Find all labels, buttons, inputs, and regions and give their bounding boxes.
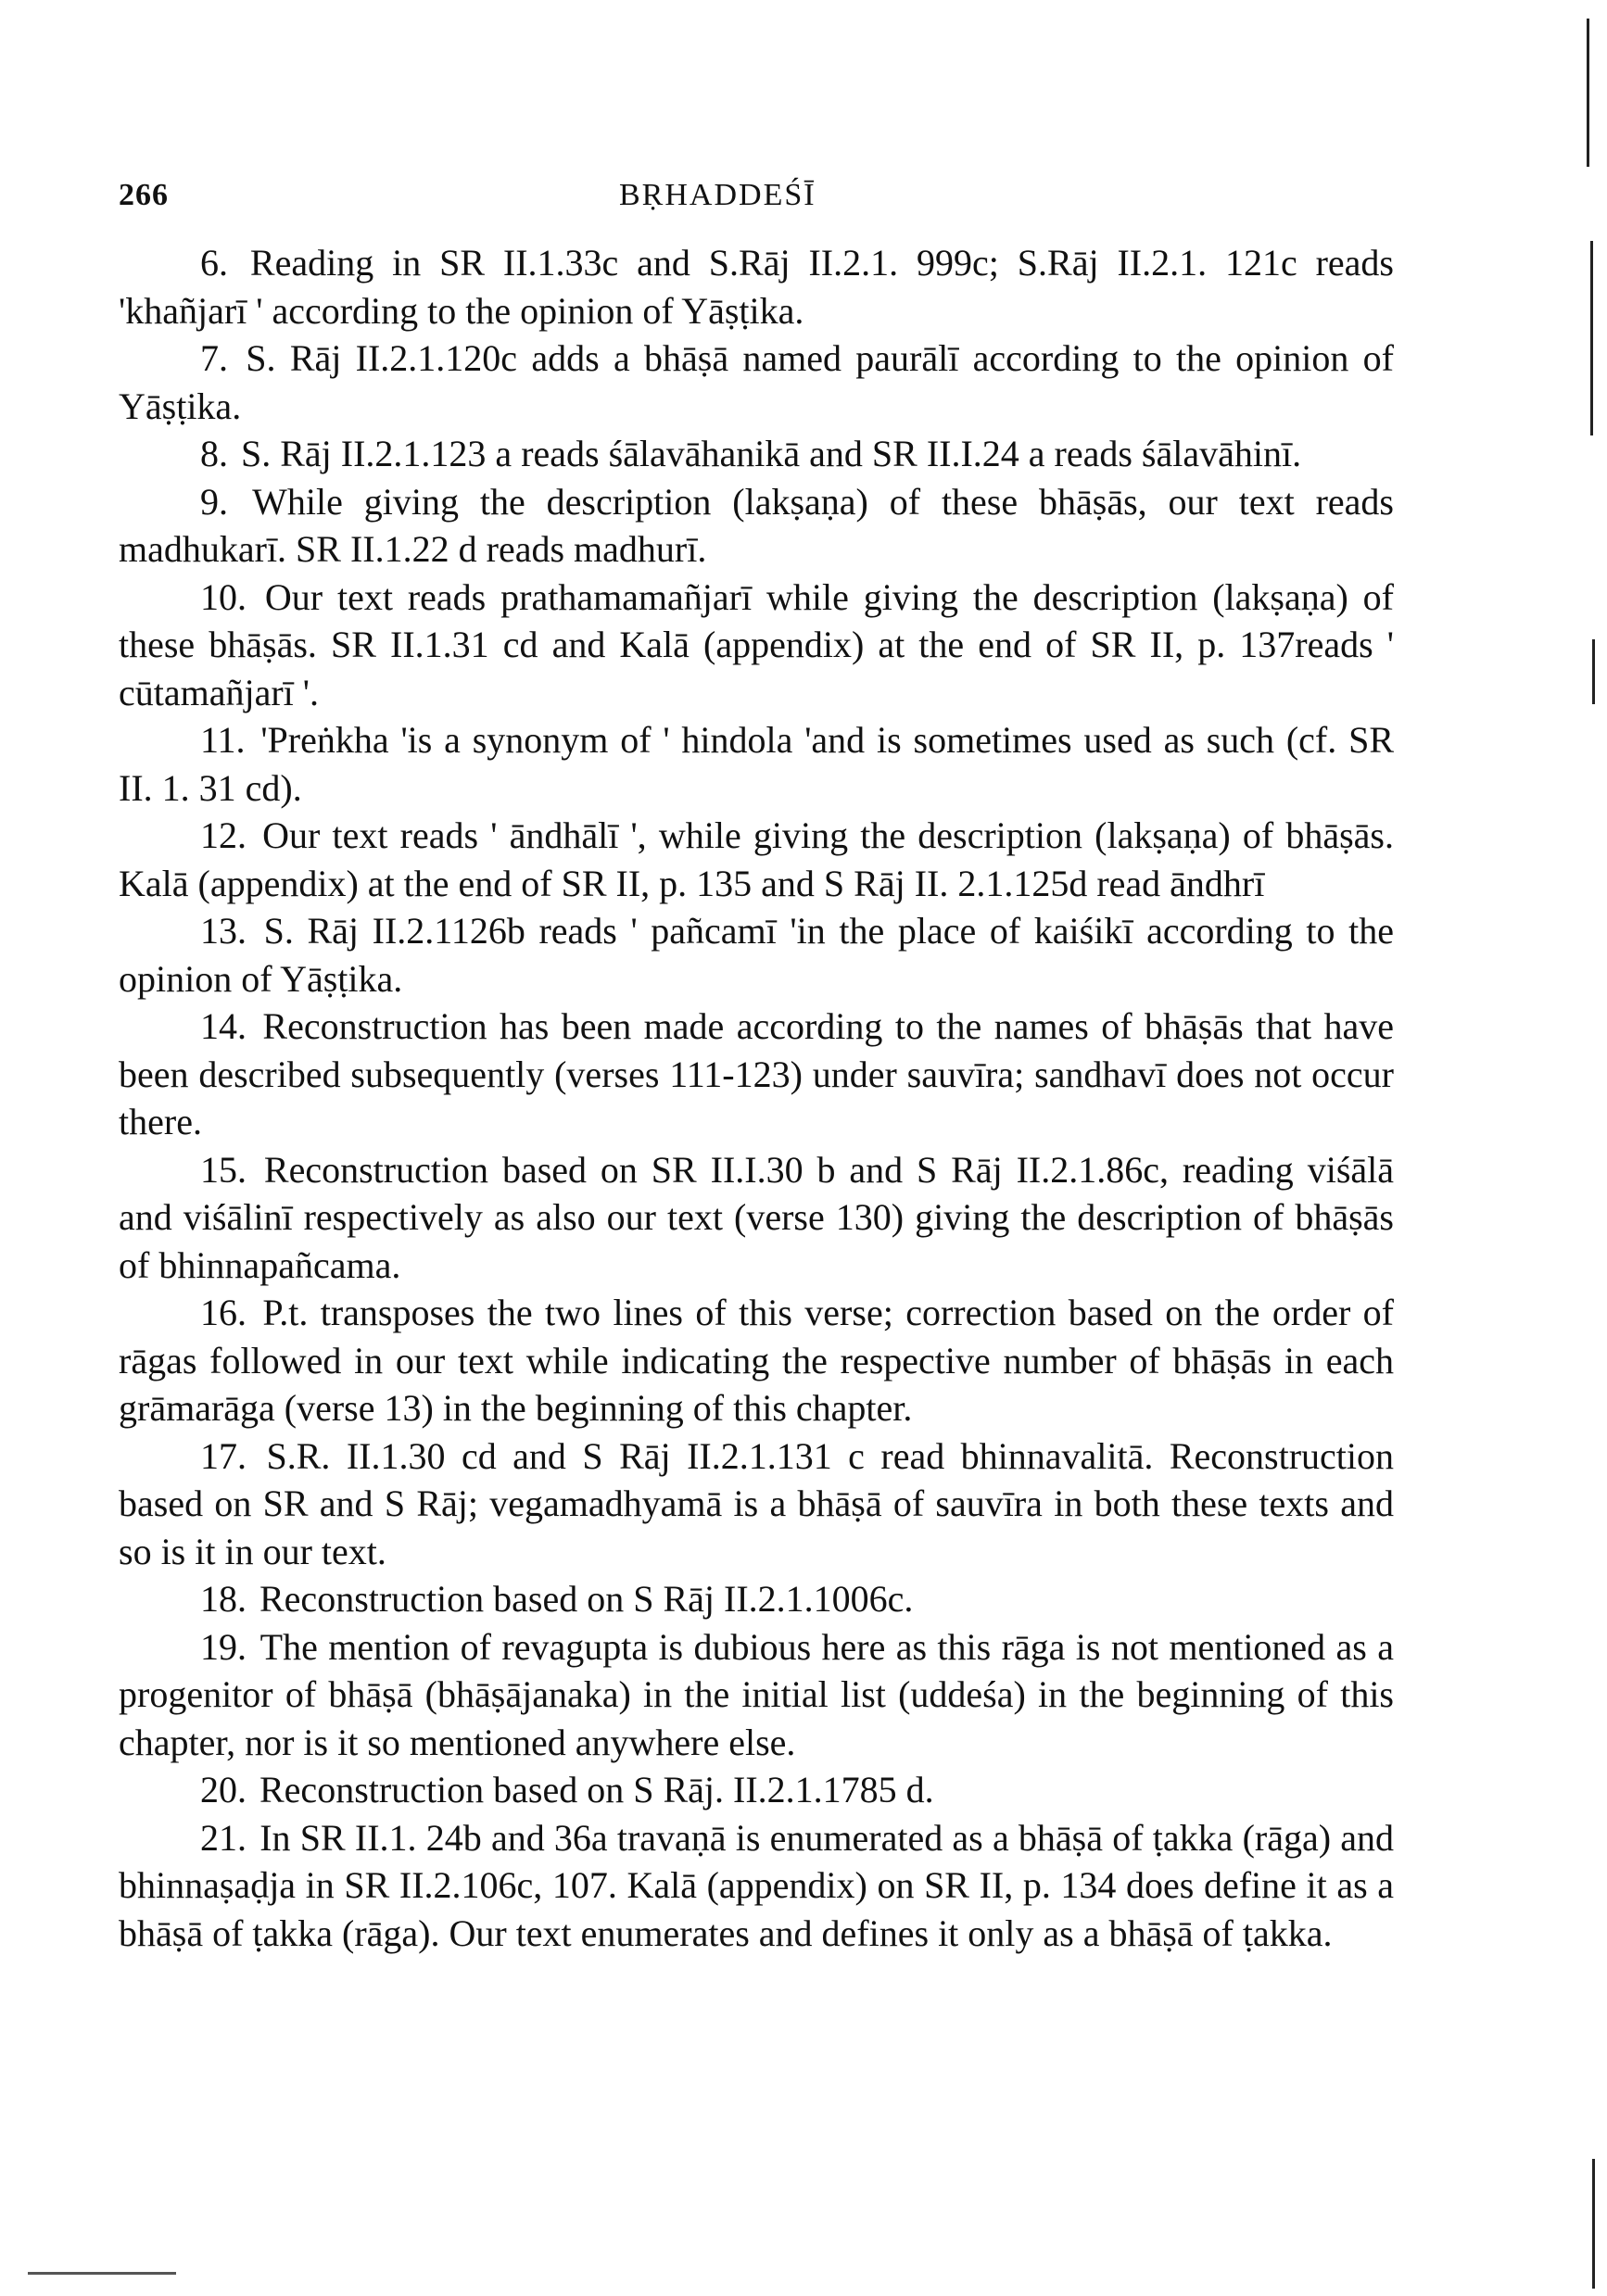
note-number: 18. — [200, 1578, 247, 1620]
note-number: 16. — [200, 1292, 247, 1333]
note-8 — [119, 430, 1394, 478]
note-text: S.R. II.1.30 cd and S Rāj II.2.1.131 c read bhinnavalitā. Reconstruction based on SR and S Rāj; vegamadhyamā is a bhāṣā of sauvīra in both these texts and so is it in our text. — [119, 1434, 1395, 1572]
scan-edge-mark — [1587, 19, 1589, 167]
note-text: S. Rāj II.2.1.120c adds a bhāṣā named paurālī according to the opinion of Yāṣṭika. — [119, 337, 1395, 427]
note-21 — [119, 1814, 1394, 1958]
note-10 — [119, 574, 1394, 717]
note-text: 'Preṅkha 'is a synonym of ' hindola 'and is sometimes used as such (cf. SR II. 1. 31 cd). — [119, 719, 1395, 809]
note-number: 7. — [200, 337, 228, 379]
scan-edge-mark — [1592, 639, 1595, 704]
scan-edge-mark — [1592, 2159, 1595, 2289]
note-number: 21. — [200, 1816, 247, 1859]
note-text: Reconstruction based on SR II.I.30 b and S Rāj II.2.1.86c, reading viśālā and viśālinī respectively as also our text (verse 130) giving the description of bhāṣās of bhinnapañcama. — [119, 1148, 1394, 1286]
note-number: 8. — [200, 433, 228, 474]
note-11 — [119, 716, 1394, 812]
note-18 — [119, 1575, 1394, 1623]
note-number: 14. — [200, 1005, 247, 1047]
note-text: Reconstruction based on S Rāj. II.2.1.1785 d. — [259, 1769, 934, 1810]
note-12 — [119, 812, 1394, 907]
note-20 — [119, 1766, 1394, 1814]
note-number: 17. — [200, 1434, 247, 1477]
note-13 — [119, 907, 1394, 1003]
running-title: BṚHADDEŚĪ — [619, 178, 816, 212]
page-number: 266 — [119, 178, 169, 212]
note-text: Reconstruction has been made according to the names of bhāṣās that have been described subsequently (verses 111-123) under sauvīra; sandhavī does not occur there. — [119, 1005, 1394, 1142]
note-number: 19. — [200, 1625, 247, 1668]
note-text: Reading in SR II.1.33c and S.Rāj II.2.1. 999c; S.Rāj II.2.1. 121c reads 'khañjarī ' according to the opinion of Yāṣṭika. — [119, 242, 1395, 332]
endnotes — [119, 239, 1394, 1957]
note-text: S. Rāj II.2.1126b reads ' pañcamī 'in the place of kaiśikī according to the opinion of Yāṣṭika. — [119, 910, 1394, 1000]
note-16 — [119, 1289, 1394, 1432]
note-6 — [119, 239, 1394, 334]
note-text: Our text reads ' āndhālī ', while giving the description (lakṣaṇa) of bhāṣās. Kalā (appendix) at the end of SR II, p. 135 and S Rāj II. 2.1.125d read āndhrī — [119, 814, 1394, 904]
note-17 — [119, 1432, 1394, 1576]
note-number: 20. — [200, 1769, 247, 1810]
note-number: 11. — [200, 719, 246, 761]
note-text: Reconstruction based on S Rāj II.2.1.1006c. — [259, 1578, 914, 1620]
note-19 — [119, 1623, 1394, 1767]
note-number: 15. — [200, 1148, 247, 1191]
note-number: 13. — [200, 910, 247, 952]
note-15 — [119, 1146, 1394, 1290]
note-number: 6. — [200, 242, 228, 284]
note-text: While giving the description (lakṣaṇa) of these bhāṣās, our text reads madhukarī. SR II.1.22 d reads madhurī. — [119, 480, 1394, 570]
note-9 — [119, 478, 1394, 574]
note-text: The mention of revagupta is dubious here as this rāga is not mentioned as a progenitor of bhāṣā (bhāṣājanaka) in the initial list (uddeśa) in the beginning of this chapter, nor is it so mentioned anywhere else. — [119, 1625, 1395, 1763]
scan-edge-mark — [28, 2272, 176, 2275]
note-7 — [119, 334, 1394, 430]
note-text: Our text reads prathamamañjarī while giving the description (lakṣaṇa) of these bhāṣās. SR II.1.31 cd and Kalā (appendix) at the end of SR II, p. 137reads ' cūtamañjarī '. — [119, 575, 1395, 713]
page-header — [0, 178, 1607, 224]
note-number: 10. — [200, 575, 247, 618]
note-number: 12. — [200, 814, 247, 856]
note-14 — [119, 1003, 1394, 1146]
note-text: S. Rāj II.2.1.123 a reads śālavāhanikā and SR II.I.24 a reads śālavāhinī. — [241, 433, 1302, 474]
scan-edge-mark — [1590, 241, 1593, 435]
note-number: 9. — [200, 480, 228, 523]
note-text: In SR II.1. 24b and 36a travaṇā is enumerated as a bhāṣā of ṭakka (rāga) and bhinnaṣaḍja in SR II.2.106c, 107. Kalā (appendix) on SR II, p. 134 does define it as a bhāṣā of ṭakka (rāga). Our text enumerates and defines it only as a bhāṣā of ṭakka. — [119, 1816, 1394, 1954]
note-text: P.t. transposes the two lines of this verse; correction based on the order of rāgas followed in our text while indicating the respective number of bhāṣās in each grāmarāga (verse 13) in the beginning of this chapter. — [119, 1292, 1395, 1429]
